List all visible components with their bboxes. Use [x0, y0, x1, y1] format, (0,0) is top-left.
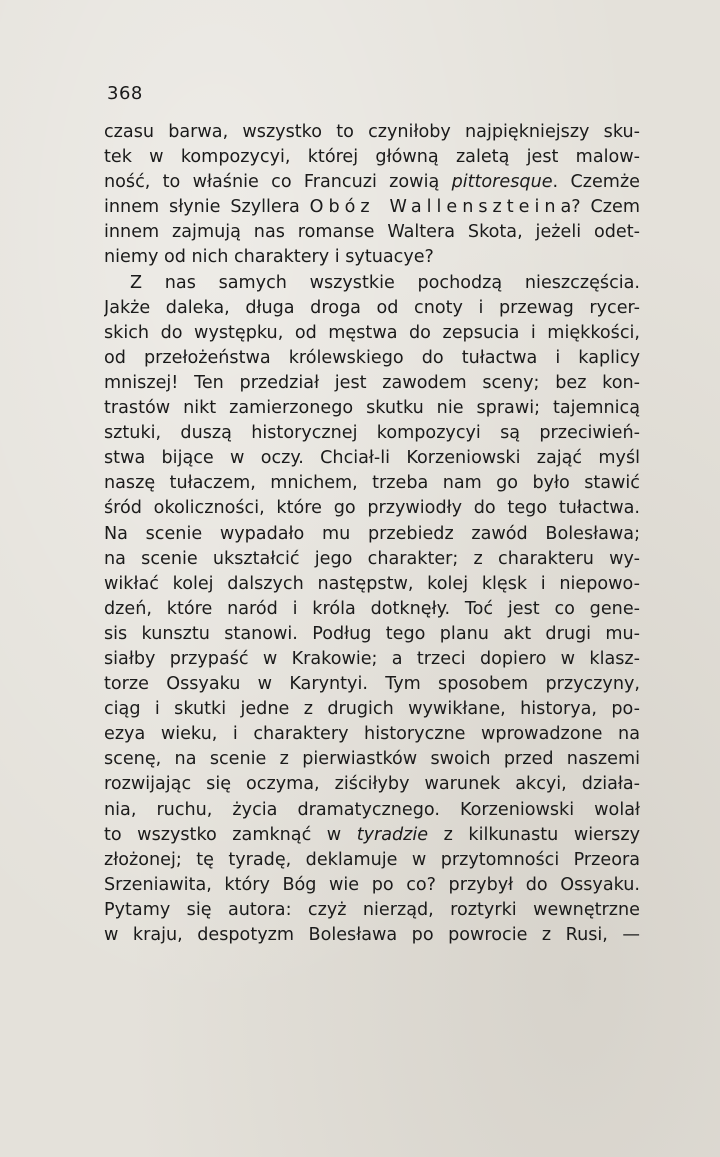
text-line: innem zajmują nas romanse Waltera Skota, jeżeli odet-: [104, 222, 640, 243]
text-line: Pytamy się autora: czyż nierząd, roztyrki wewnętrzne: [104, 899, 640, 920]
page-number: 368: [107, 83, 143, 104]
text-line: ezya wieku, i charaktery historyczne wprowadzone na: [104, 724, 640, 745]
text-line: dzeń, które naród i króla dotknęły. Toć jest co gene-: [104, 598, 640, 619]
text-line: ciąg i skutki jedne z drugich wywikłane, historya, po-: [104, 699, 640, 720]
text-line: złożonej; tę tyradę, deklamuje w przytomności Przeora: [104, 849, 640, 870]
text-line: nia, ruchu, życia dramatycznego. Korzeniowski wolał: [104, 799, 640, 820]
text-line: czasu barwa, wszystko to czyniłoby najpiękniejszy sku-: [104, 122, 640, 142]
text-line: trastów nikt zamierzonego skutku nie sprawi; tajemnicą: [104, 398, 640, 419]
text-line: na scenie ukształcić jego charakter; z charakteru wy-: [104, 548, 640, 569]
text-line: od przełożeństwa królewskiego do tułactwa i kaplicy: [104, 347, 640, 368]
text-line: skich do występku, od męstwa do zepsucia i miękkości,: [104, 322, 640, 343]
text-line: siałby przypaść w Krakowie; a trzeci dopiero w klasz-: [104, 648, 640, 669]
text-run: a? Czem: [560, 197, 640, 218]
text-line: torze Ossyaku w Karyntyi. Tym sposobem przyczyny,: [104, 674, 640, 695]
italic-term: tyradzie: [356, 824, 429, 845]
text-line: rozwijając się oczyma, ziściłyby warunek akcyi, działa-: [104, 774, 640, 795]
text-run: z kilkunastu wierszy: [428, 824, 640, 845]
text-line: stwa bijące w oczy. Chciał-li Korzeniowski zająć myśl: [104, 448, 640, 469]
text-line: tek w kompozycyi, której główną zaletą jest malow-: [104, 147, 640, 168]
text-run: . Czemże: [552, 172, 640, 193]
text-line: mniszej! Ten przedział jest zawodem sceny; bez kon-: [104, 372, 640, 393]
text-line: Srzeniawita, który Bóg wie po co? przybył do Ossyaku.: [104, 874, 640, 895]
text-line: [104, 195, 640, 220]
text-line: śród okoliczności, które go przywiodły do tego tułactwa.: [104, 498, 640, 519]
spaced-title: Obóz Wallensztein: [309, 197, 561, 218]
text-line: [104, 823, 640, 848]
text-line: w kraju, despotyzm Bolesława po powrocie z Rusi, —: [104, 925, 640, 945]
text-line: scenę, na scenie z pierwiastków swoich przed naszemi: [104, 749, 640, 770]
text-line: [104, 170, 640, 195]
text-line: sztuki, duszą historycznej kompozycyi są przeciwień-: [104, 423, 640, 444]
body-text: [104, 120, 640, 948]
text-run: ność, to właśnie co Francuzi zowią: [104, 172, 452, 193]
text-line: Na scenie wypadało mu przebiedz zawód Bolesława;: [104, 523, 640, 544]
text-line: Jakże daleka, długa droga od cnoty i przewag rycer-: [104, 297, 640, 318]
text-line: wikłać kolej dalszych następstw, kolej klęsk i niepowo-: [104, 573, 640, 594]
text-line: niemy od nich charaktery i sytuacye?: [104, 247, 434, 268]
paragraph-start-line: Z nas samych wszystkie pochodzą nieszczęścia.: [130, 272, 640, 293]
text-run: to wszystko zamknąć w: [104, 824, 357, 845]
text-line: naszę tułaczem, mnichem, trzeba nam go było stawić: [104, 473, 640, 494]
text-line: sis kunsztu stanowi. Podług tego planu akt drugi mu-: [104, 623, 640, 644]
text-run: innem słynie Szyllera: [104, 197, 310, 218]
italic-term: pittoresque: [451, 172, 553, 193]
